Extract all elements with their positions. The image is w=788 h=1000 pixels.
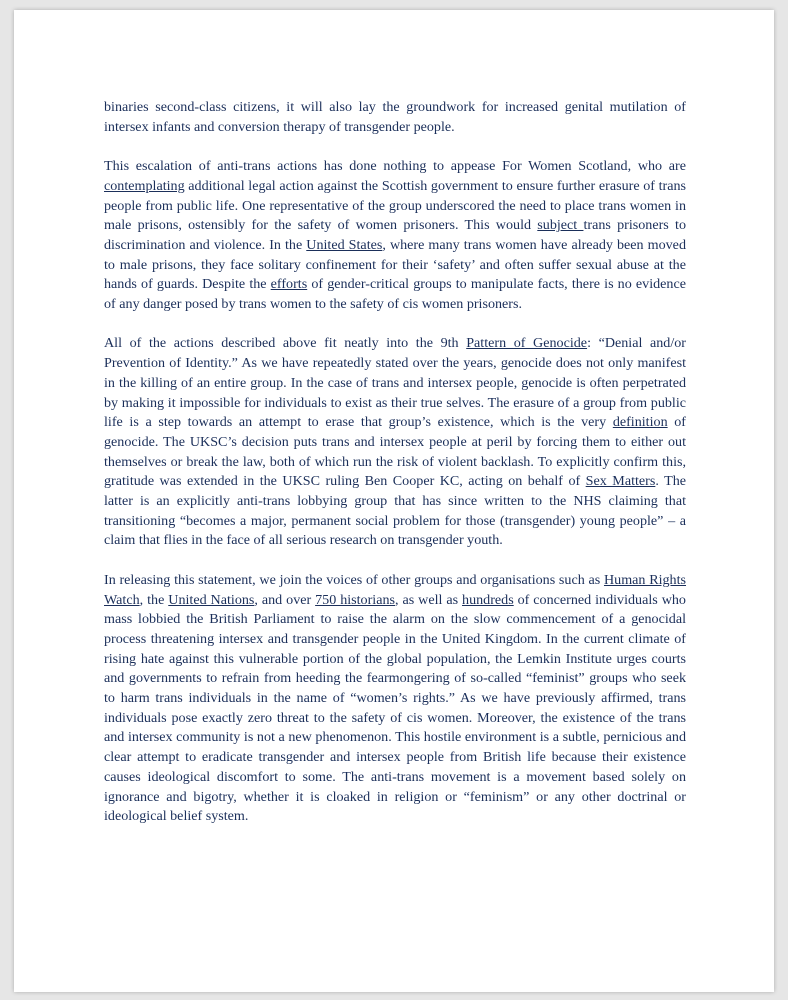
paragraph-text: additional legal action against the Scottish government to ensure further erasure of trans people from public life. One representative of the group underscored the need to place trans women in male prisons, ostensibly for the safety of women prisoners. This would <box>104 177 686 234</box>
hyperlink[interactable]: United Nations <box>168 591 255 608</box>
paragraph-text: of gender-critical groups to manipulate facts, there is no evidence of any danger posed by trans women to the safety of cis women prisoners. <box>104 276 686 313</box>
hyperlink[interactable]: 750 historians <box>315 591 396 608</box>
paragraph-text: of genocide. The UKSC’s decision puts trans and intersex people at peril by forcing them to either out themselves or break the law, both of which run the risk of violent backlash. To explicitly confirm this, gratitude was extended in the UKSC ruling Ben Cooper KC, acting on behalf of <box>104 414 686 490</box>
paragraph-text: This escalation of anti-trans actions has done nothing to appease For Women Scotland, who are <box>104 158 686 175</box>
hyperlink[interactable]: United States <box>306 236 383 253</box>
paragraph-text: : “Denial and/or Prevention of Identity.” As we have repeatedly stated over the years, genocide does not only manifest in the killing of an entire group. In the case of trans and intersex people, genocide is often perpetrated by making it impossible for individuals to exist as their true selves. The erasure of a group from public life is a step towards an attempt to erase that group’s existence, which is the very <box>104 335 686 431</box>
hyperlink[interactable]: Human Rights Watch <box>104 571 687 608</box>
paragraph <box>104 334 686 551</box>
hyperlink[interactable]: Sex Matters <box>585 473 656 490</box>
paragraph-text: , and over <box>254 591 316 608</box>
document-page <box>14 10 774 992</box>
paragraph-text: . The latter is an explicitly anti-trans lobbying group that has since written to the NHS claiming that transitioning “becomes a major, permanent social problem for those (transgender) young people” – a claim that flies in the face of all serious research on transgender youth. <box>104 473 686 549</box>
paragraph-text: , as well as <box>395 591 463 608</box>
paragraph-text: , the <box>139 591 169 608</box>
document-body <box>104 98 686 847</box>
hyperlink[interactable]: subject <box>537 217 584 234</box>
hyperlink[interactable]: contemplating <box>104 177 185 194</box>
paragraph <box>104 98 686 137</box>
hyperlink[interactable]: definition <box>612 414 668 431</box>
paragraph <box>104 571 686 827</box>
hyperlink[interactable]: efforts <box>270 276 308 293</box>
paragraph-text: binaries second-class citizens, it will also lay the groundwork for increased genital mutilation of intersex infants and conversion therapy of transgender people. <box>104 99 686 135</box>
paragraph-text: trans prisoners to discrimination and violence. In the <box>104 217 686 253</box>
paragraph-text: All of the actions described above fit neatly into the 9th <box>104 335 467 352</box>
paragraph <box>104 157 686 315</box>
hyperlink[interactable]: hundreds <box>462 591 514 608</box>
hyperlink[interactable]: Pattern of Genocide <box>466 335 588 352</box>
paragraph-text: of concerned individuals who mass lobbied the British Parliament to raise the alarm on the slow commencement of a genocidal process threatening intersex and transgender people in the United Kingdom. In the current climate of rising hate against this vulnerable portion of the global population, the Lemkin Institute urges courts and governments to refrain from heeding the fearmongering of so-called “feminist” groups who seek to harm trans individuals in the name of “women’s rights.” As we have previously affirmed, trans individuals pose exactly zero threat to the safety of cis women. Moreover, the existence of the trans and intersex community is not a new phenomenon. This hostile environment is a subtle, pernicious and clear attempt to eradicate transgender and intersex people from British life because their existence causes ideological discomfort to some. The anti-trans movement is a movement based solely on ignorance and bigotry, whether it is cloaked in religion or “feminism” or any other doctrinal or ideological belief system. <box>104 591 686 825</box>
paragraph-text: , where many trans women have already been moved to male prisons, they face solitary confinement for their ‘safety’ and often suffer sexual abuse at the hands of guards. Despite the <box>104 236 686 293</box>
paragraph-text: In releasing this statement, we join the voices of other groups and organisations such as <box>104 571 604 588</box>
